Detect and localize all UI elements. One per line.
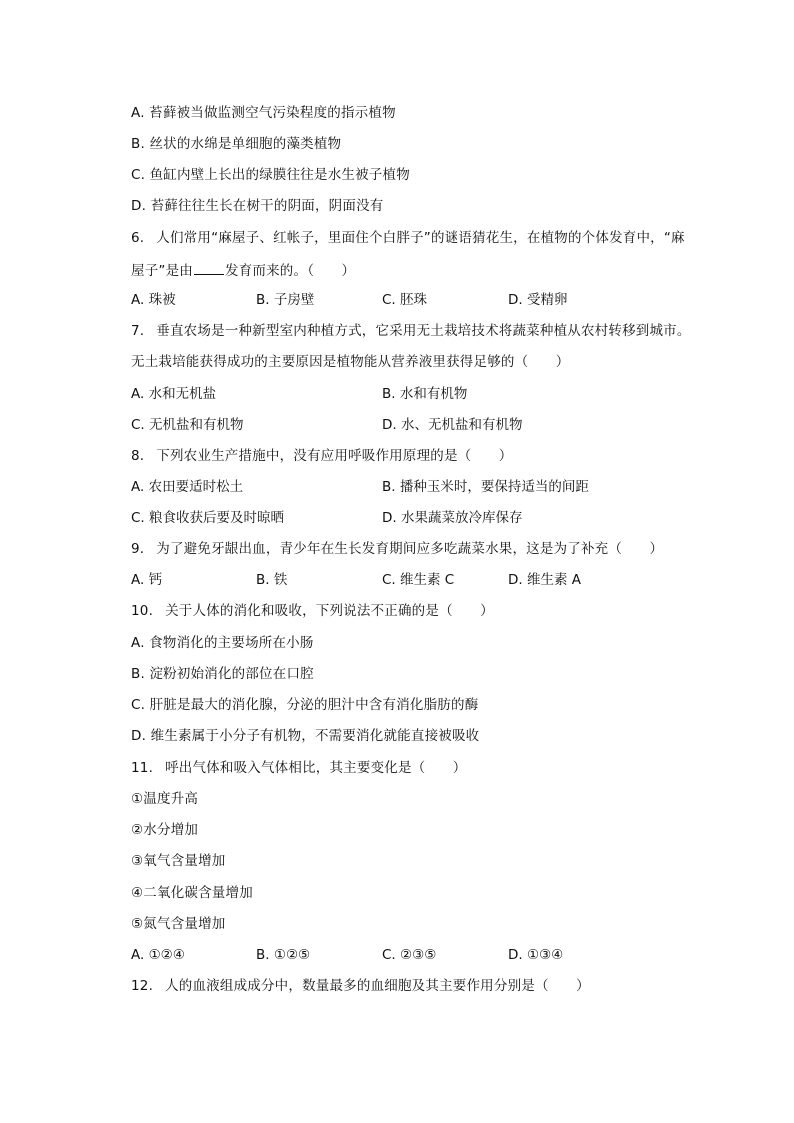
q11-item-4: ④二氧化碳含量增加	[131, 885, 253, 901]
q6-text-line1: 人们常用“麻屋子、红帐子，里面住个白胖子”的谜语猜花生，在植物的个体发育中，“麻	[156, 230, 685, 246]
q10-option-a: A. 食物消化的主要场所在小肠	[131, 635, 314, 651]
q10-number: 10.	[131, 603, 154, 619]
q5-option-b: B. 丝状的水绵是单细胞的藻类植物	[131, 136, 342, 152]
q7-option-a: A. 水和无机盐	[131, 386, 217, 402]
q6-option-a: A. 珠被	[131, 292, 176, 308]
q9-text: 为了避免牙龈出血，青少年在生长发育期间应多吃蔬菜水果，这是为了补充（ ）	[156, 541, 664, 557]
q7-option-c: C. 无机盐和有机物	[131, 417, 244, 433]
q9-option-d: D. 维生素 A	[508, 572, 582, 588]
q5-option-d: D. 苔藓往往生长在树干的阴面，阴面没有	[131, 198, 384, 214]
q8-option-c: C. 粮食收获后要及时晾晒	[131, 510, 285, 526]
q8-option-d: D. 水果蔬菜放冷库保存	[382, 510, 523, 526]
q11-option-c: C. ②③⑤	[382, 947, 437, 963]
q6-text-line2-pre: 屋子”是由	[131, 263, 193, 279]
q6-number: 6.	[131, 230, 145, 246]
q12-number: 12.	[131, 978, 154, 994]
q11-number: 11.	[131, 760, 154, 776]
q9-option-a: A. 钙	[131, 572, 163, 588]
q7-text-line1: 垂直农场是一种新型室内种植方式，它采用无土栽培技术将蔬菜种植从农村转移到城市。	[156, 323, 691, 339]
q7-stem-line2: 无土栽培能获得成功的主要原因是植物能从营养液里获得足够的（ ）	[131, 354, 570, 370]
q6-stem-line2	[131, 260, 355, 280]
q12-text: 人的血液组成成分中，数量最多的血细胞及其主要作用分别是（ ）	[165, 978, 590, 994]
q11-option-a: A. ①②④	[131, 947, 185, 963]
q11-option-d: D. ①③④	[508, 947, 564, 963]
q8-option-b: B. 播种玉米时，要保持适当的间距	[382, 479, 589, 495]
q5-option-c: C. 鱼缸内壁上长出的绿膜往往是水生被子植物	[131, 167, 410, 183]
q9-option-b: B. 铁	[256, 572, 288, 588]
q9-option-c: C. 维生素 C	[382, 572, 455, 588]
q10-option-c: C. 肝脏是最大的消化腺，分泌的胆汁中含有消化脂肪的酶	[131, 697, 479, 713]
q9-stem	[131, 540, 663, 558]
q11-item-2: ②水分增加	[131, 822, 199, 838]
q10-text: 关于人体的消化和吸收，下列说法不正确的是（ ）	[165, 603, 494, 619]
q11-item-5: ⑤氮气含量增加	[131, 916, 226, 932]
q10-stem	[131, 602, 494, 620]
q6-option-b: B. 子房壁	[256, 292, 315, 308]
q11-item-1: ①温度升高	[131, 791, 199, 807]
q7-stem-line1	[131, 322, 691, 340]
q7-option-d: D. 水、无机盐和有机物	[382, 417, 523, 433]
q11-item-3: ③氧气含量增加	[131, 853, 226, 869]
q7-option-b: B. 水和有机物	[382, 386, 468, 402]
q6-option-d: D. 受精卵	[508, 292, 568, 308]
q8-text: 下列农业生产措施中，没有应用呼吸作用原理的是（ ）	[156, 448, 513, 464]
answer-blank	[194, 260, 224, 275]
q10-option-d: D. 维生素属于小分子有机物，不需要消化就能直接被吸收	[131, 728, 480, 744]
q9-number: 9.	[131, 541, 145, 557]
q11-stem	[131, 759, 466, 777]
q7-number: 7.	[131, 323, 145, 339]
q6-text-line2-post: 发育而来的。（ ）	[225, 263, 356, 279]
q11-option-b: B. ①②⑤	[256, 947, 311, 963]
q10-option-b: B. 淀粉初始消化的部位在口腔	[131, 666, 314, 682]
q12-stem	[131, 977, 590, 995]
q8-number: 8.	[131, 448, 145, 464]
q6-option-c: C. 胚珠	[382, 292, 428, 308]
q11-text: 呼出气体和吸入气体相比，其主要变化是（ ）	[165, 760, 467, 776]
q8-option-a: A. 农田要适时松土	[131, 479, 244, 495]
q6-stem-line1	[131, 229, 685, 247]
q5-option-a: A. 苔藓被当做监测空气污染程度的指示植物	[131, 105, 396, 121]
q8-stem	[131, 447, 512, 465]
